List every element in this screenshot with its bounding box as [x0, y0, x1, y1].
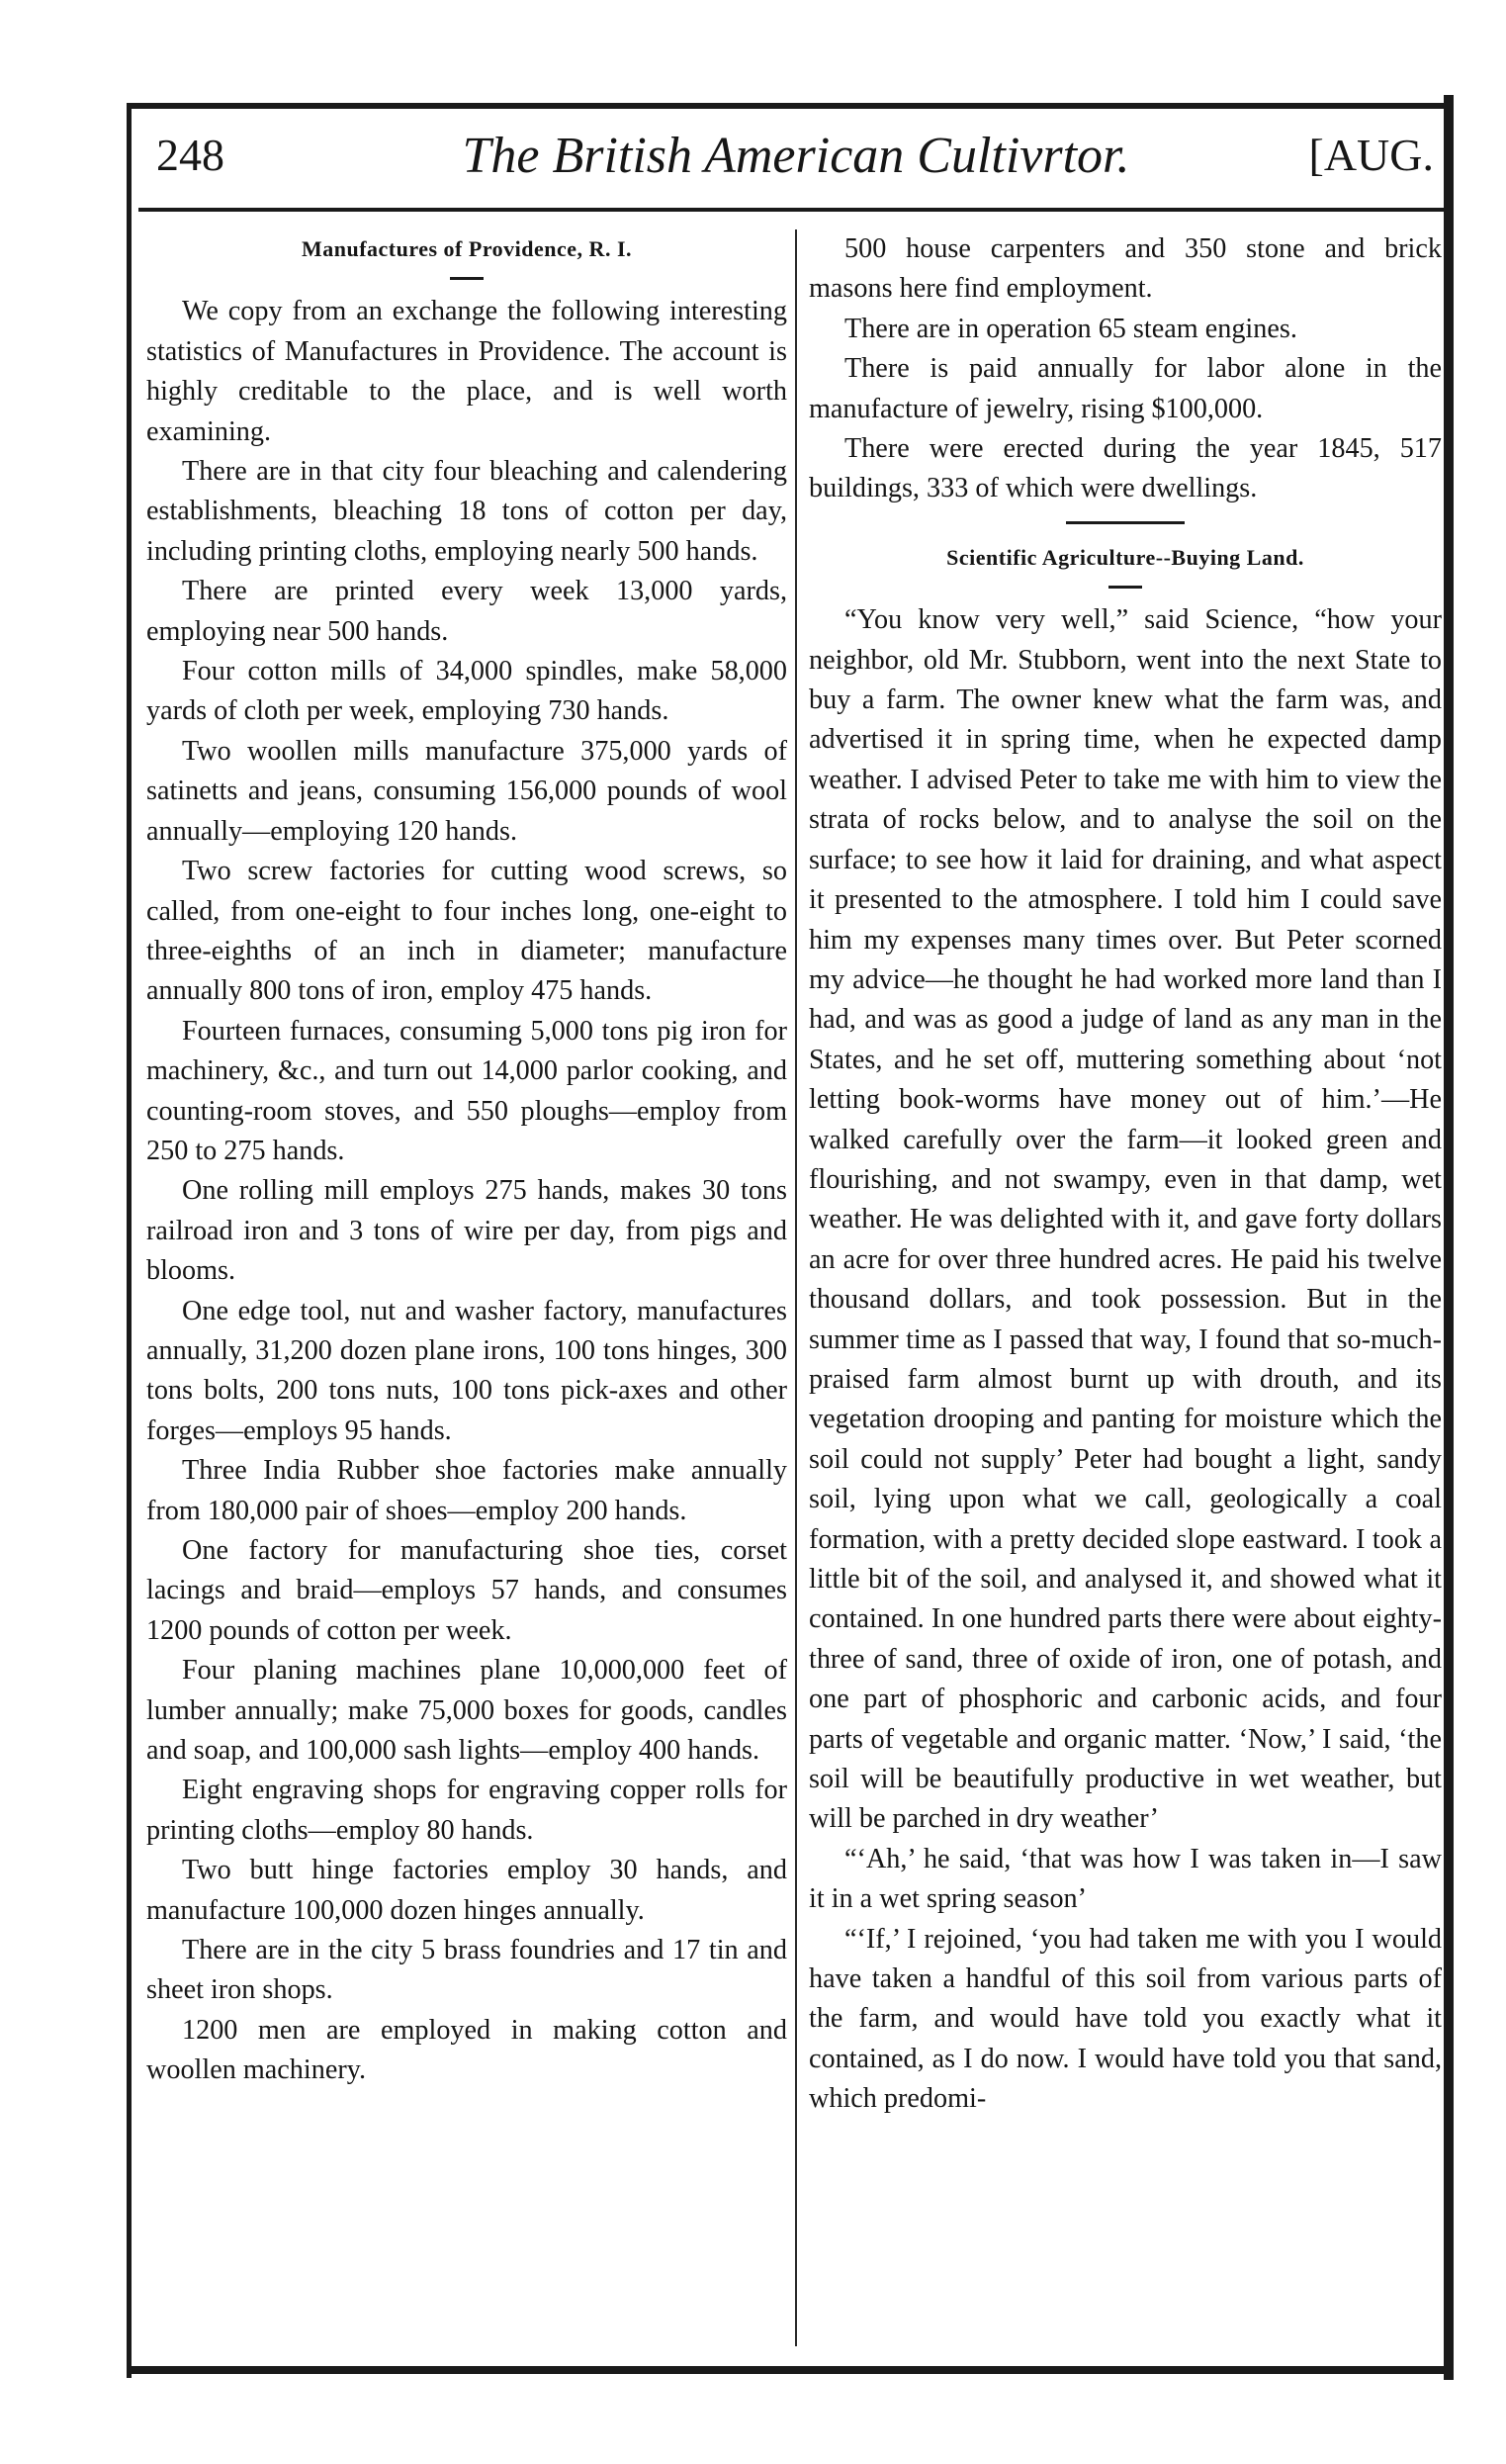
article-paragraph: One edge tool, nut and washer factory, manufactures annually, 31,200 dozen plane irons, 100 tons hinges, 300 tons bolts, 200 tons nuts, 100 tons pick-axes and other forges—employs 95 hands. [146, 1295, 787, 1446]
header-rule [138, 208, 1444, 212]
section-rule [1066, 521, 1185, 524]
article-paragraph: One rolling mill employs 275 hands, makes 30 tons railroad iron and 3 tons of wire per day, from pigs and blooms. [146, 1175, 787, 1287]
article-paragraph: Fourteen furnaces, consuming 5,000 tons pig iron for machinery, &c., and turn out 14,000 parlor cooking, and counting-room stoves, and 550 ploughs—employ from 250 to 275 hands. [146, 1015, 787, 1166]
article-paragraph: Three India Rubber shoe factories make annually from 180,000 pair of shoes—employ 200 hands. [146, 1455, 787, 1526]
article-paragraph: 500 house carpenters and 350 stone and brick masons here find employment. [809, 233, 1442, 305]
article-paragraph: Two screw factories for cutting wood screws, so called, from one-eight to four inches long, one-eight to three-eighths of an inch in diameter; manufacture annually 800 tons of iron, employ 475 hands. [146, 856, 787, 1007]
article-paragraph: One factory for manufacturing shoe ties, corset lacings and braid—employs 57 hands, and consumes 1200 pounds of cotton per week. [146, 1535, 787, 1646]
article-paragraph: Four planing machines plane 10,000,000 feet of lumber annually; make 75,000 boxes for goods, candles and soap, and 100,000 sash lights—employ 400 hands. [146, 1655, 787, 1767]
heading-dash [1108, 586, 1142, 589]
article-paragraph: There are in the city 5 brass foundries and 17 tin and sheet iron shops. [146, 1935, 787, 2006]
article-paragraph: Eight engraving shops for engraving copper rolls for printing cloths—employ 80 hands. [146, 1775, 787, 1846]
issue-month: [AUG. [1308, 130, 1434, 180]
article-paragraph: “You know very well,” said Science, “how your neighbor, old Mr. Stubborn, went into the next State to buy a farm. The owner knew what the farm was, and advertised it in spring time, when he expected damp weather. I advised Peter to take me with him to view the strata of rocks below, and to analyse the soil on the surface; to see how it laid for draining, and what aspect it presented to the atmosphere. I told him I could save him my expenses many times over. But Peter scorned my advice—he thought he had worked more land than I had, and was as good a judge of land as any man in the States, and he set off, muttering something about ‘not letting book-worms have money out of him.’—He walked carefully over the farm—it looked green and flourishing, and not swampy, even in that damp, wet weather. He was delighted with it, and gave forty dollars an acre for over three hundred acres. He paid his twelve thousand dollars, and took possession. But in the summer time as I passed that way, I found that so-much-praised farm almost burnt up with drouth, and its vegetation drooping and panting for moisture which the soil could not supply’ Peter had bought a light, sandy soil, lying upon what we call, geologically a coal formation, with a pretty decided slope eastward. I took a little bit of the soil, and analysed it, and showed what it contained. In one hundred parts there were about eighty-three of sand, three of oxide of iron, one of potash, and one part of phosphoric and carbonic acids, and four parts of vegetable and organic matter. ‘Now,’ I said, ‘the soil will be beautifully productive in wet weather, but will be parched in dry weather’ [809, 604, 1442, 1835]
page-border-bottom [127, 2366, 1452, 2374]
article-paragraph: We copy from an exchange the following interesting statistics of Manufactures in Providence. The account is highly creditable to the place, and is well worth examining. [146, 296, 787, 447]
left-column [146, 229, 787, 2091]
article-paragraph: 1200 men are employed in making cotton and woollen machinery. [146, 2014, 787, 2086]
article-heading-scientific-agriculture: Scientific Agriculture--Buying Land. [946, 544, 1304, 570]
article-paragraph: There is paid annually for labor alone in the manufacture of jewelry, rising $100,000. [809, 353, 1442, 424]
article-paragraph: There are printed every week 13,000 yards, employing near 500 hands. [146, 576, 787, 647]
page-border-left [127, 103, 132, 2378]
right-column [809, 229, 1442, 2120]
article-paragraph: There are in that city four bleaching and calendering establishments, bleaching 18 tons of cotton per day, including printing cloths, employing nearly 500 hands. [146, 456, 787, 567]
article-paragraph: “‘Ah,’ he said, ‘that was how I was taken in—I saw it in a wet spring season’ [809, 1843, 1442, 1915]
journal-title: The British American Cultivrtor. [462, 128, 1130, 184]
running-header [148, 115, 1444, 194]
column-divider [795, 229, 797, 2346]
page-border-top [127, 103, 1452, 109]
article-paragraph: Two woollen mills manufacture 375,000 yards of satinetts and jeans, consuming 156,000 pounds of wool annually—employing 120 hands. [146, 735, 787, 847]
article-paragraph: Two butt hinge factories employ 30 hands, and manufacture 100,000 dozen hinges annually. [146, 1855, 787, 1926]
heading-dash [450, 277, 484, 280]
article-heading-manufactures: Manufactures of Providence, R. I. [301, 236, 633, 261]
page-border-right [1444, 95, 1454, 2380]
article-paragraph: There are in operation 65 steam engines. [844, 313, 1297, 344]
article-paragraph: There were erected during the year 1845, 517 buildings, 333 of which were dwellings. [809, 433, 1442, 504]
page-number: 248 [156, 130, 224, 180]
article-paragraph: “‘If,’ I rejoined, ‘you had taken me with you I would have taken a handful of this soil from various parts of the farm, and would have told you exactly what it contained, as I do now. I would have told you that sand, which predomi- [809, 1923, 1442, 2115]
article-paragraph: Four cotton mills of 34,000 spindles, make 58,000 yards of cloth per week, employing 730 hands. [146, 656, 787, 727]
